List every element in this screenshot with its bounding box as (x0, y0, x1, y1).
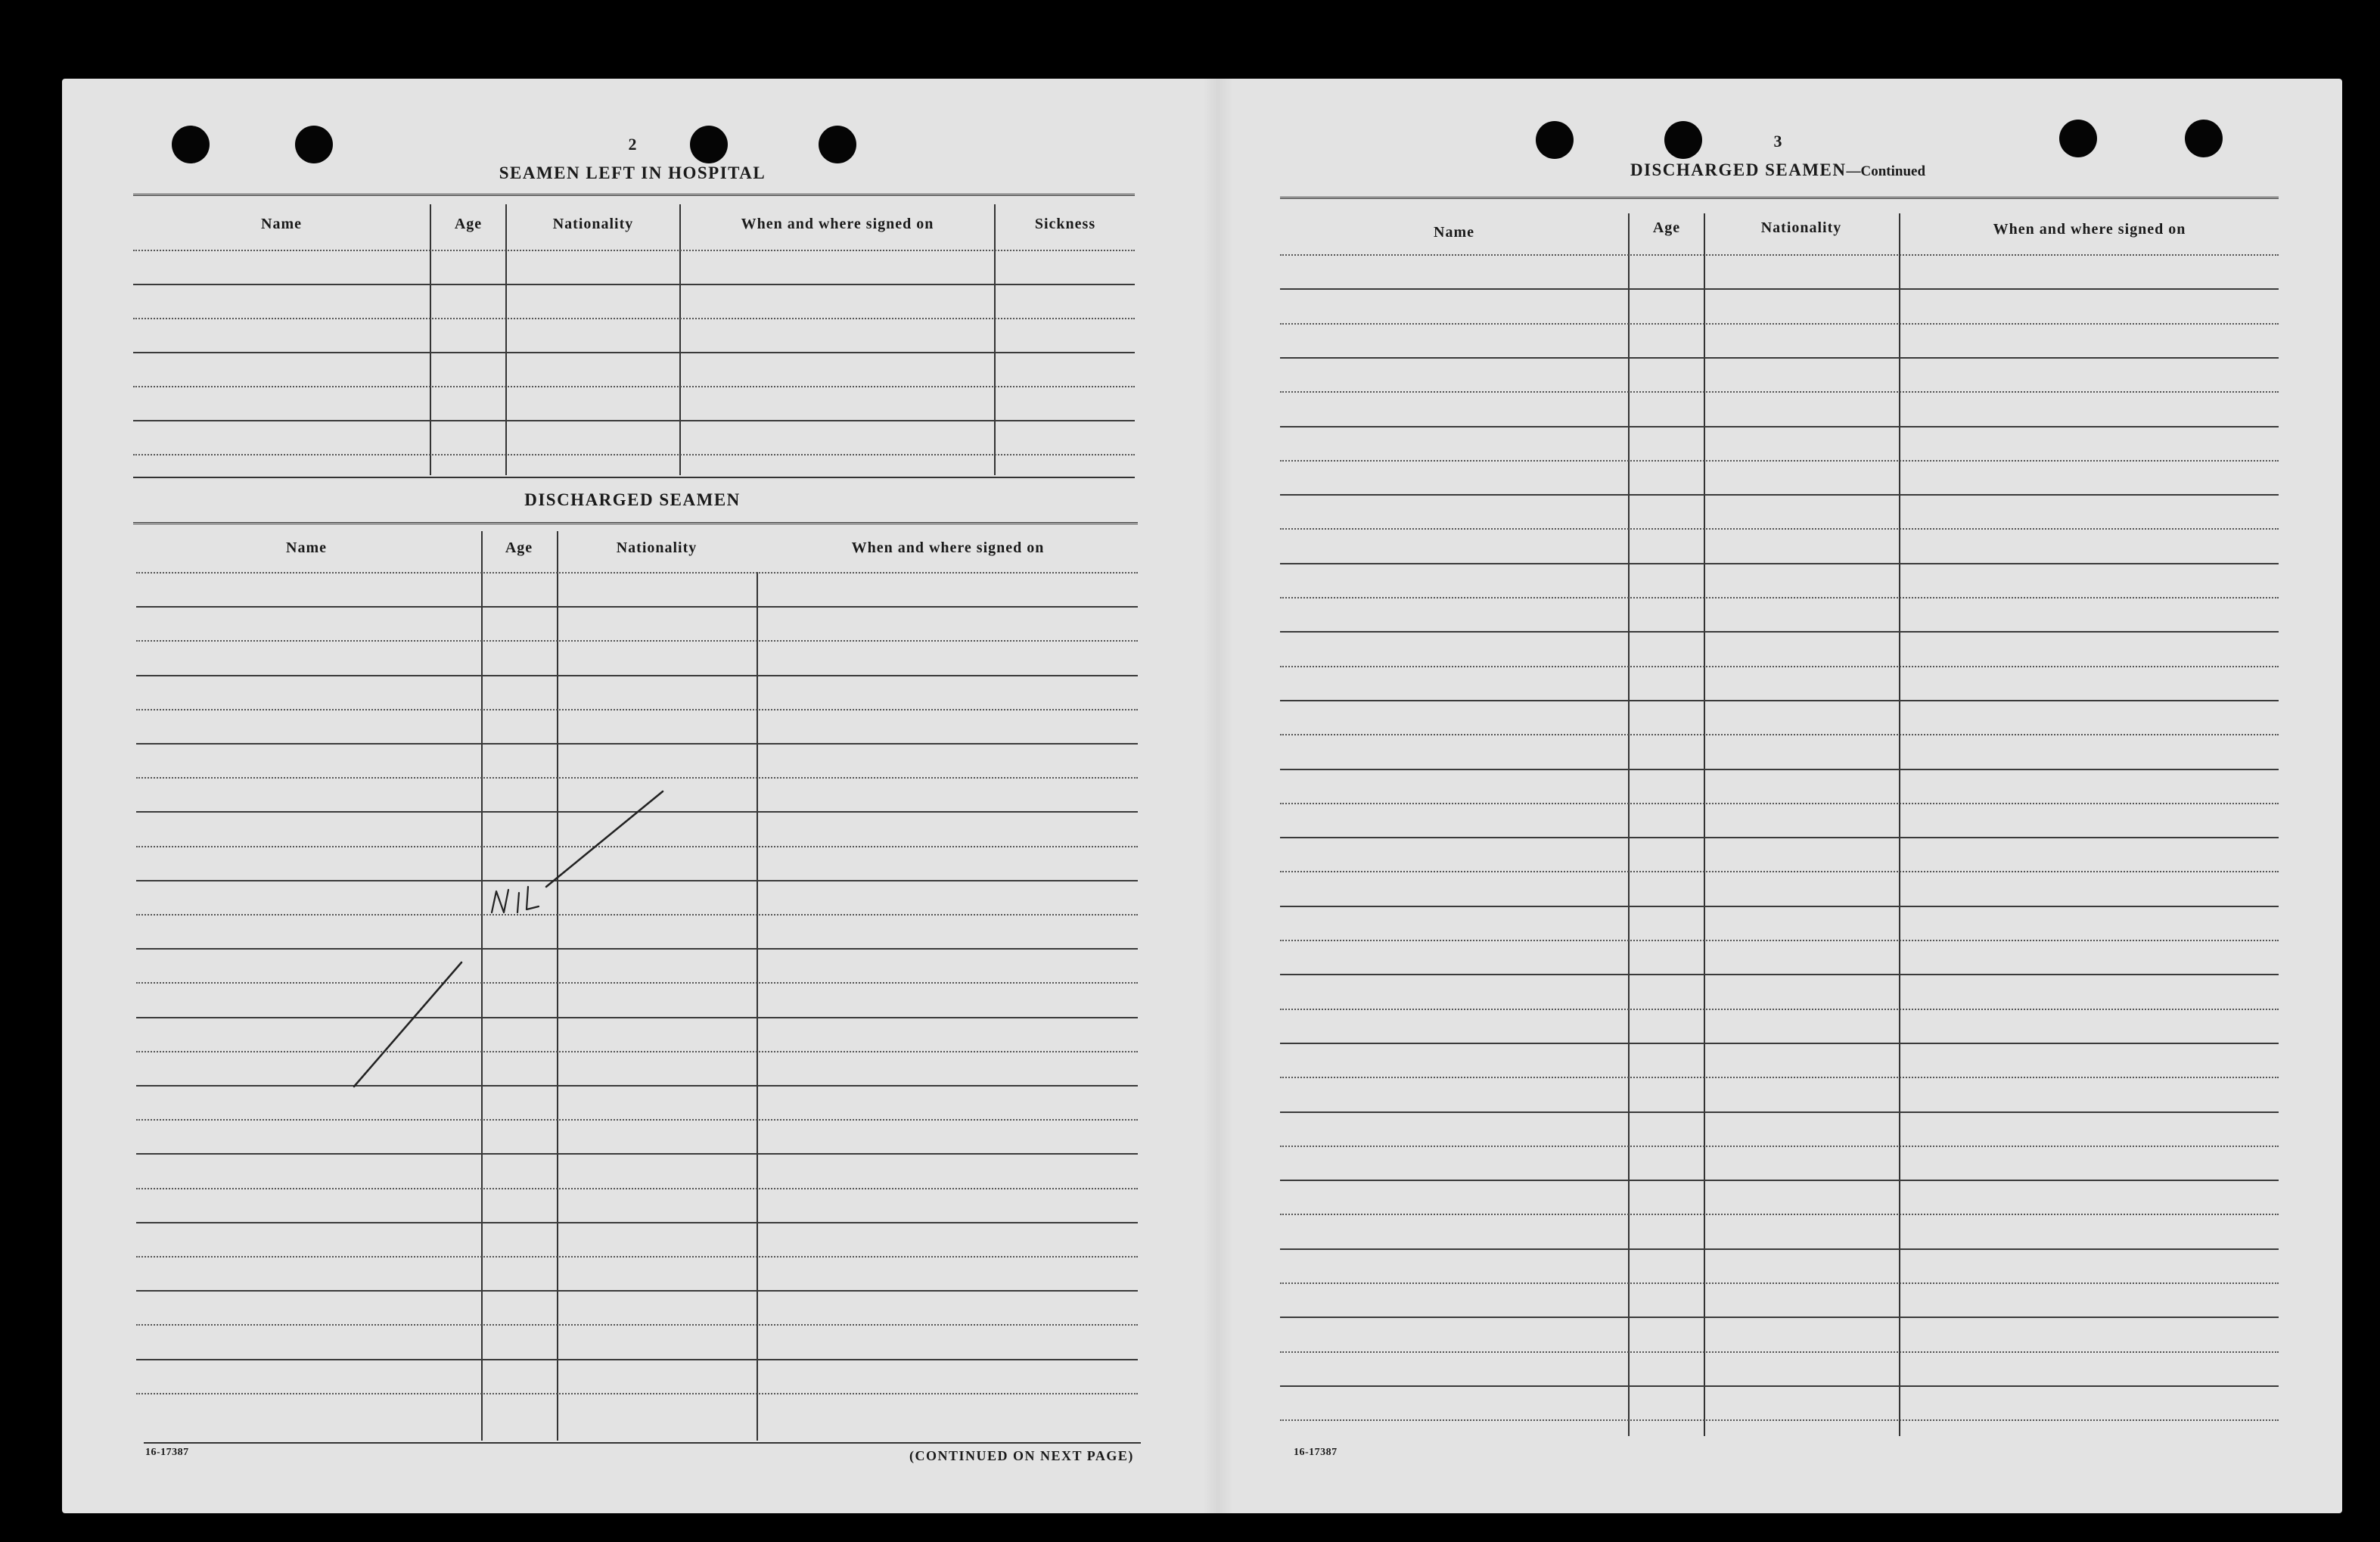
entry-line (1280, 597, 2279, 598)
entry-line (1280, 1385, 2279, 1387)
entry-line (1280, 1282, 2279, 1284)
section-title-suffix: —Continued (1846, 163, 1926, 179)
col-header-name: Name (1434, 224, 1474, 241)
col-header-age: Age (454, 216, 483, 232)
entry-line (1280, 631, 2279, 633)
entry-line (1280, 426, 2279, 427)
entry-line (1280, 357, 2279, 359)
col-header-sickness: Sickness (1034, 216, 1096, 232)
section-title-text: DISCHARGED SEAMEN (1630, 160, 1847, 179)
entry-line (1280, 871, 2279, 872)
col-header-nationality: Nationality (1760, 219, 1842, 236)
entry-line (1280, 1317, 2279, 1318)
entry-line (1280, 288, 2279, 290)
col-header-name: Name (286, 539, 327, 556)
page-number: 3 (1773, 132, 1782, 151)
entry-line (1280, 803, 2279, 804)
col-header-when-where: When and where signed on (741, 216, 934, 232)
entry-line (1280, 1351, 2279, 1353)
col-header-age: Age (1652, 219, 1681, 236)
col-header-when-where: When and where signed on (851, 539, 1045, 556)
entry-line (1280, 837, 2279, 838)
section-title-discharged-continued (1630, 160, 1925, 180)
entry-line (1280, 700, 2279, 701)
entry-line (1280, 1419, 2279, 1421)
section-title-discharged: DISCHARGED SEAMEN (524, 490, 741, 509)
col-header-name: Name (261, 216, 302, 232)
form-number: 16-17387 (145, 1447, 189, 1458)
entry-line (1280, 1146, 2279, 1147)
entry-line (1280, 494, 2279, 496)
col-header-when-where: When and where signed on (1993, 221, 2186, 238)
entry-line (1280, 254, 2279, 256)
column-divider (1628, 213, 1630, 1436)
section-title-hospital: SEAMEN LEFT IN HOSPITAL (499, 163, 766, 182)
discharged-continued-header-rule (1280, 197, 2279, 201)
handwritten-nil-mark (492, 887, 539, 912)
entry-line (1280, 1248, 2279, 1250)
form-number: 16-17387 (1294, 1447, 1338, 1458)
entry-line (1280, 1180, 2279, 1181)
col-header-age: Age (505, 539, 533, 556)
entry-line (1280, 974, 2279, 975)
entry-line (1280, 1111, 2279, 1113)
entry-line (1280, 460, 2279, 462)
entry-line (1280, 906, 2279, 907)
entry-line (1280, 563, 2279, 564)
entry-line (1280, 1214, 2279, 1215)
col-header-nationality: Nationality (616, 539, 698, 556)
continued-note: (CONTINUED ON NEXT PAGE) (909, 1448, 1134, 1463)
entry-line (1280, 769, 2279, 770)
col-header-nationality: Nationality (552, 216, 634, 232)
entry-line (1280, 391, 2279, 393)
entry-line (1280, 323, 2279, 325)
page-number: 2 (628, 135, 637, 154)
entry-line (1280, 940, 2279, 941)
entry-line (1280, 666, 2279, 667)
column-divider (1899, 213, 1900, 1436)
entry-line (1280, 734, 2279, 735)
entry-line (1280, 1077, 2279, 1078)
entry-line (1280, 528, 2279, 530)
column-divider (1704, 213, 1705, 1436)
entry-line (1280, 1009, 2279, 1010)
entry-line (1280, 1043, 2279, 1044)
